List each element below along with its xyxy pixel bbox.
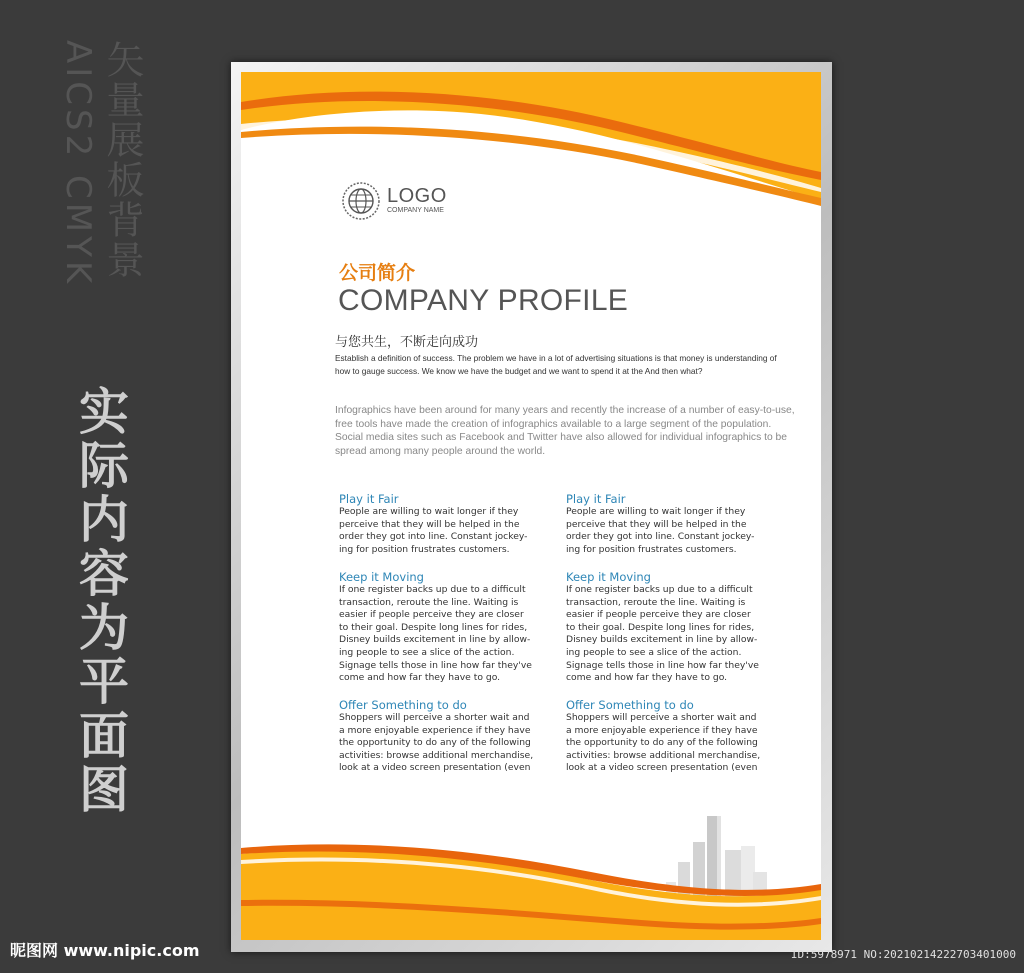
section-heading: Keep it Moving <box>566 570 651 584</box>
text-column-right <box>566 492 776 775</box>
section-body: People are willing to wait longer if they perceive that they will be helped in the order they got into line. Constant jockey- ing for position frustrates customers. <box>566 506 755 555</box>
section-heading: Play it Fair <box>566 492 626 506</box>
logo <box>341 180 447 222</box>
side-label-top-line2: AICS2 CMYK <box>58 40 98 288</box>
section-offer-something <box>566 698 776 775</box>
side-label-top-line1: 矢量展板背景 <box>100 40 144 280</box>
section-heading: Offer Something to do <box>566 698 694 712</box>
section-play-it-fair <box>339 492 549 570</box>
page-title: COMPANY PROFILE <box>338 284 629 317</box>
title-chinese: 公司简介 <box>339 262 416 284</box>
side-label-main: 实际内容为平面图 <box>71 385 129 817</box>
section-keep-it-moving <box>339 570 549 698</box>
slogan: 与您共生，不断走向成功 <box>335 335 479 350</box>
section-body: Shoppers will perceive a shorter wait and a more enjoyable experience if they have the opportunity to do any of the following activities: browse additional merchandise, look at a video screen presentation (even <box>566 712 761 774</box>
poster <box>241 72 821 940</box>
company-name: COMPANY NAME <box>387 207 444 214</box>
section-heading: Keep it Moving <box>339 570 424 584</box>
watermark-left: 昵图网 www.nipic.com <box>10 941 200 960</box>
logo-text: LOGO <box>387 185 447 207</box>
section-heading: Play it Fair <box>339 492 399 506</box>
intro-paragraph-bold: Establish a definition of success. The problem we have in a lot of advertising situations is that money is understanding of how to gauge success. We know we have the budget and we want to spend it at the And then what? <box>335 353 777 376</box>
section-heading: Offer Something to do <box>339 698 467 712</box>
section-body: Shoppers will perceive a shorter wait and a more enjoyable experience if they have the opportunity to do any of the following activities: browse additional merchandise, look at a video screen presentation (even <box>339 712 534 774</box>
section-keep-it-moving <box>566 570 776 698</box>
section-body: People are willing to wait longer if they perceive that they will be helped in the order they got into line. Constant jockey- ing for position frustrates customers. <box>339 506 528 555</box>
intro-paragraph: Infographics have been around for many years and recently the increase of a number of easy-to-use, free tools have made the creation of infographics available to a large segment of the population. Social media sites such as Facebook and Twitter have also allowed for individual infographics to be spread among many people around the world. <box>335 405 795 457</box>
globe-icon <box>341 181 381 221</box>
watermark-right: ID:5978971 NO:20210214222703401000 <box>790 948 1016 961</box>
section-play-it-fair <box>566 492 776 570</box>
side-label-top <box>56 40 144 287</box>
section-body: If one register backs up due to a difficult transaction, reroute the line. Waiting is easier if people perceive they are closer to their goal. Despite long lines for rides, Disney builds excitement in line by allow- ing people to see a slice of the action. Signage tells those in line how far they've come and how far they have to go. <box>566 584 759 684</box>
text-column-left <box>339 492 549 775</box>
top-wave-decoration <box>241 72 821 212</box>
section-offer-something <box>339 698 549 775</box>
section-body: If one register backs up due to a difficult transaction, reroute the line. Waiting is easier if people perceive they are closer to their goal. Despite long lines for rides, Disney builds excitement in line by allow- ing people to see a slice of the action. Signage tells those in line how far they've come and how far they have to go. <box>339 584 532 684</box>
bottom-wave-decoration <box>241 840 821 940</box>
